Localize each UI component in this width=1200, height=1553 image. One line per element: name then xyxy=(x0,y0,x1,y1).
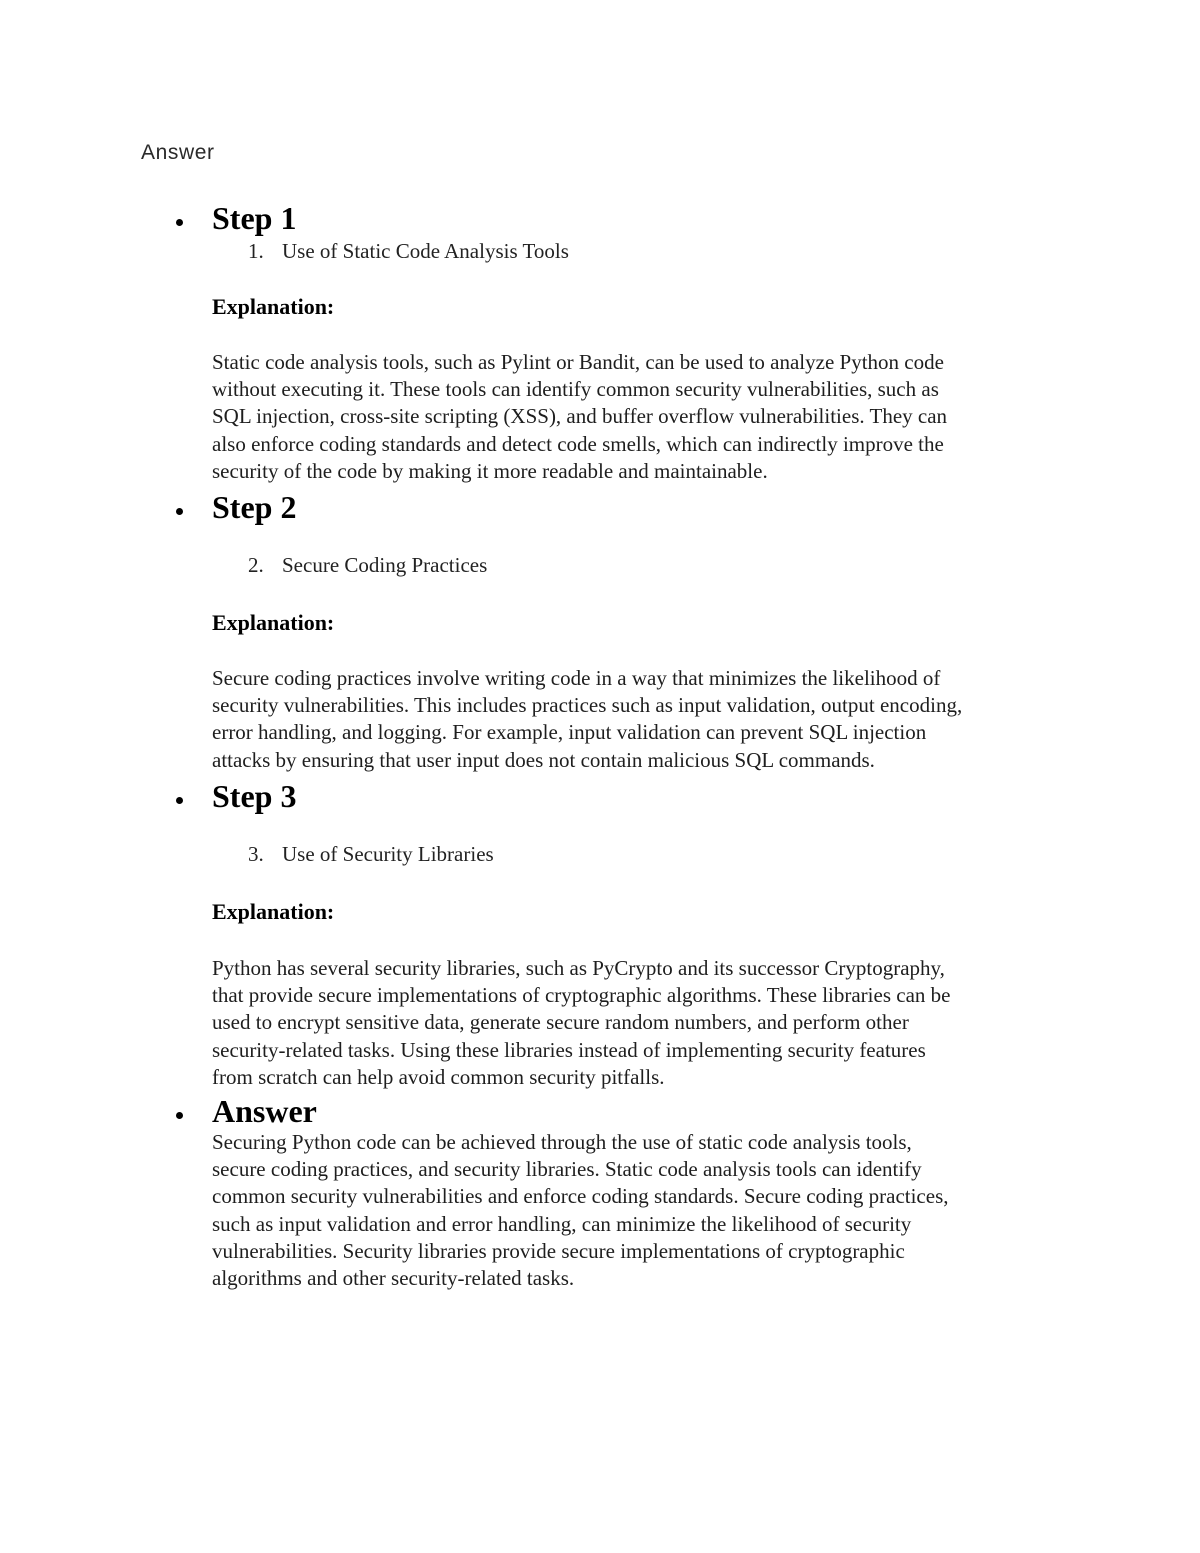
paragraph-line: error handling, and logging. For example, input validation can prevent SQL injection xyxy=(212,720,927,745)
answer-title: Answer xyxy=(212,1093,317,1129)
explanation-label: Explanation: xyxy=(212,610,335,635)
bullet-icon xyxy=(176,1112,183,1119)
explanation-paragraph xyxy=(212,349,1072,485)
list-item-text: Secure Coding Practices xyxy=(282,553,488,577)
paragraph-line: Secure coding practices involve writing code in a way that minimizes the likelihood of xyxy=(212,666,941,690)
list-number: 3. xyxy=(248,842,264,866)
paragraph-line: that provide secure implementations of cryptographic algorithms. These libraries can be xyxy=(212,983,951,1008)
step-title: Step 2 xyxy=(212,489,297,525)
paragraph-line: Python has several security libraries, such as PyCrypto and its successor Cryptography, xyxy=(212,956,945,980)
paragraph-line: common security vulnerabilities and enforce coding standards. Secure coding practices, xyxy=(212,1184,949,1209)
bullet-icon xyxy=(176,219,183,226)
paragraph-line: security vulnerabilities. This includes practices such as input validation, output encoding, xyxy=(212,693,963,718)
explanation-paragraph xyxy=(212,955,1072,1091)
explanation-paragraph xyxy=(212,665,1072,774)
bullet-icon xyxy=(176,797,183,804)
paragraph-line: secure coding practices, and security libraries. Static code analysis tools can identify xyxy=(212,1157,922,1182)
list-number: 2. xyxy=(248,553,264,577)
bullet-icon xyxy=(176,508,183,515)
paragraph-line: attacks by ensuring that user input does not contain malicious SQL commands. xyxy=(212,747,875,772)
step-title: Step 1 xyxy=(212,200,297,236)
paragraph-line: Static code analysis tools, such as Pylint or Bandit, can be used to analyze Python code xyxy=(212,350,944,374)
paragraph-line: from scratch can help avoid common security pitfalls. xyxy=(212,1064,665,1089)
explanation-label: Explanation: xyxy=(212,899,335,924)
paragraph-line: without executing it. These tools can identify common security vulnerabilities, such as xyxy=(212,377,939,402)
explanation-label: Explanation: xyxy=(212,294,335,319)
paragraph-line: security of the code by making it more readable and maintainable. xyxy=(212,458,768,483)
list-number: 1. xyxy=(248,239,264,263)
paragraph-line: SQL injection, cross-site scripting (XSS), and buffer overflow vulnerabilities. They can xyxy=(212,404,948,429)
paragraph-line: used to encrypt sensitive data, generate secure random numbers, and perform other xyxy=(212,1010,909,1035)
document-heading: Answer xyxy=(141,141,215,164)
paragraph-line: vulnerabilities. Security libraries provide secure implementations of cryptographic xyxy=(212,1238,905,1263)
paragraph-line: such as input validation and error handling, can minimize the likelihood of security xyxy=(212,1211,912,1236)
list-item-text: Use of Static Code Analysis Tools xyxy=(282,239,569,263)
step-title: Step 3 xyxy=(212,778,297,814)
paragraph-line: security-related tasks. Using these libraries instead of implementing security features xyxy=(212,1037,926,1062)
paragraph-line: also enforce coding standards and detect code smells, which can indirectly improve the xyxy=(212,431,944,456)
list-item-text: Use of Security Libraries xyxy=(282,842,494,866)
paragraph-line: Securing Python code can be achieved through the use of static code analysis tools, xyxy=(212,1130,912,1154)
paragraph-line: algorithms and other security-related tasks. xyxy=(212,1266,575,1291)
answer-paragraph xyxy=(212,1129,1072,1292)
